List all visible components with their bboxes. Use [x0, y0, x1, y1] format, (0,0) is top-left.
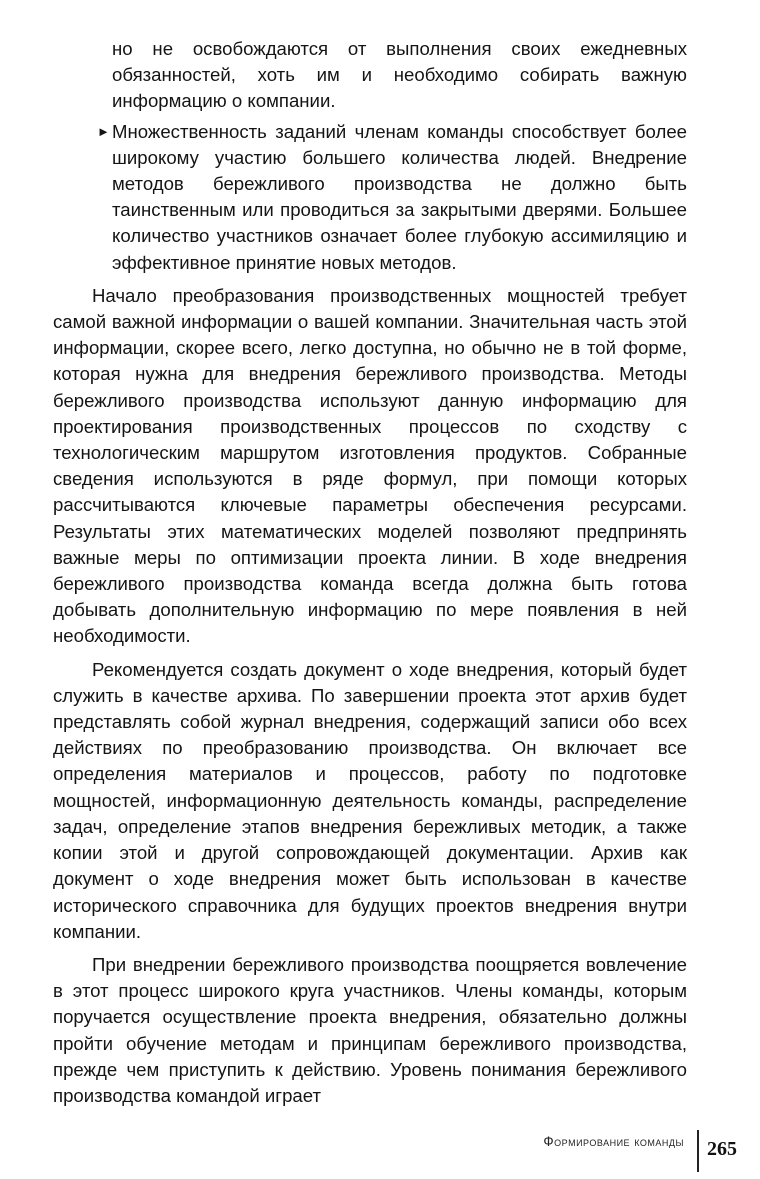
triangle-bullet-icon: ►: [97, 123, 110, 139]
bullet-text: Множественность заданий членам команды способствует более широкому участию большего количества людей. Внедрение методов бережливого производства не должно быть таинственным или проводиться за закрытыми дверями. Большее количество участников означает более глубокую ассимиляцию и эффективное принятие новых методов.: [112, 120, 687, 273]
footer-divider: [697, 1130, 699, 1172]
page-number: 265: [707, 1138, 737, 1160]
bullet-item: [53, 119, 687, 276]
paragraph-archive: Рекомендуется создать документ о ходе внедрения, который будет служить в качестве архива. По завершении проекта этот архив будет представлять собой журнал внедрения, содержащий записи обо всех действиях по преобразованию производства. Он включает все определения материалов и процессов, работу по подготовке мощностей, информационную деятельность команды, распределение задач, определение этапов внедрения бережливых методик, а также копии этой и другой сопровождающей документации. Архив как документ о ходе внедрения может быть использован в качестве исторического справочника для будущих проектов внедрения внутри компании.: [53, 658, 687, 942]
running-footer-title: Формирование команды: [543, 1134, 684, 1149]
paragraph-participation: При внедрении бережливого производства поощряется вовлечение в этот процесс широкого круга участников. Члены команды, которым поручается осуществление проекта внедрения, обязательно должны пройти обучение методам и принципам бережливого производства, прежде чем приступить к действию. Уровень понимания бережливого производства командой играет: [53, 953, 687, 1106]
continued-paragraph: но не освобождаются от выполнения своих ежедневных обязанностей, хоть им и необходимо собирать важную информацию о компании.: [112, 38, 687, 112]
body-text: [53, 36, 687, 1109]
paragraph-info: Начало преобразования производственных мощностей требует самой важной информации о вашей компании. Значительная часть этой информации, скорее всего, легко доступна, но обычно не в той форме, которая нужна для внедрения бережливого производства. Методы бережливого производства используют данную информацию для проектирования производственных процессов по сходству с технологическим маршрутом изготовления продуктов. Собранные сведения используются в ряде формул, при помощи которых рассчитываются ключевые параметры обеспечения ресурсами. Результаты этих математических моделей позволяют предпринять важные меры по оптимизации проекта линии. В ходе внедрения бережливого производства команда всегда должна быть готова добывать дополнительную информацию по мере появления в ней необходимости.: [53, 284, 687, 647]
